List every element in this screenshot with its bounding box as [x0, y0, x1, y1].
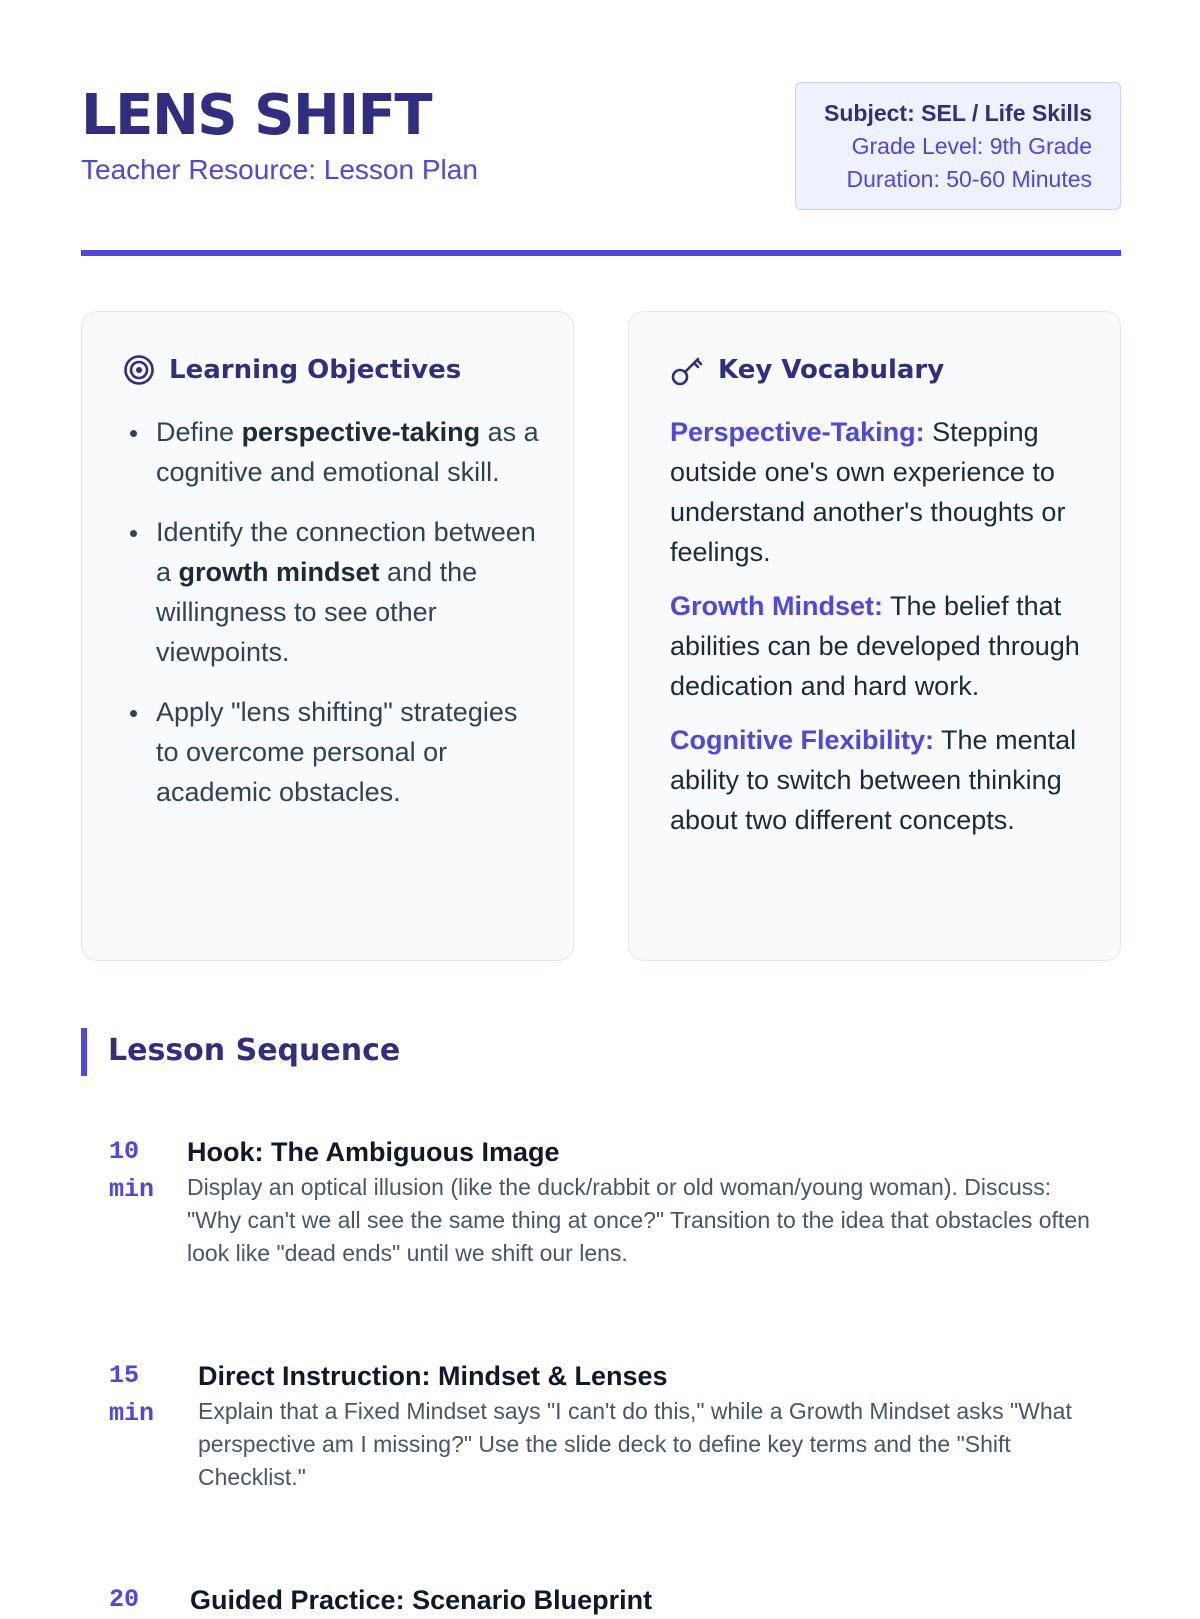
step-description: Display an optical illusion (like the duck/rabbit or old woman/young woman). Discuss: "Why can't we all see the same thing at once?" Transition to the idea that obstacles often look like "dead ends" until we shift our lens.	[187, 1174, 1090, 1266]
step-duration: 20	[109, 1585, 140, 1614]
step-title: Hook: The Ambiguous Image	[187, 1137, 560, 1167]
step-duration: 15 min	[109, 1361, 155, 1428]
meta-subject: Subject: SEL / Life Skills	[824, 100, 1092, 126]
objective-item: Apply "lens shifting" strategies to overcome personal or academic obstacles.	[124, 692, 544, 812]
objectives-card	[81, 311, 574, 961]
objectives-title: Learning Objectives	[169, 355, 462, 385]
step-title: Direct Instruction: Mindset & Lenses	[198, 1361, 668, 1391]
vocabulary-item	[670, 586, 1090, 706]
target-icon	[123, 354, 155, 386]
step-content	[187, 1133, 1107, 1270]
vocabulary-definition: The mental ability to switch between thinking about two different concepts.	[670, 725, 1077, 835]
vocabulary-item	[670, 412, 1090, 572]
vocabulary-term: Cognitive Flexibility:	[670, 725, 935, 755]
vocabulary-item	[670, 720, 1090, 840]
vocabulary-term: Perspective-Taking:	[670, 417, 925, 447]
objective-item: Identify the connection between a growth mindset and the willingness to see other viewpoints.	[124, 512, 544, 672]
vocabulary-term: Growth Mindset:	[670, 591, 883, 621]
step-content	[190, 1581, 1110, 1619]
objectives-list	[124, 412, 544, 832]
header	[81, 80, 1121, 258]
step-title: Guided Practice: Scenario Blueprint	[190, 1585, 653, 1615]
vocabulary-card	[628, 311, 1121, 961]
objectives-header	[123, 350, 461, 390]
vocabulary-definition: Stepping outside one's own experience to understand another's thoughts or feelings.	[670, 417, 1066, 567]
page-subtitle: Teacher Resource: Lesson Plan	[81, 154, 478, 185]
key-icon	[670, 353, 704, 387]
header-divider	[81, 250, 1121, 256]
step-content	[198, 1357, 1103, 1494]
vocabulary-definition: The belief that abilities can be developed through dedication and hard work.	[670, 591, 1080, 701]
vocabulary-list	[670, 412, 1090, 854]
vocabulary-header	[670, 350, 944, 390]
step-duration: 10 min	[109, 1137, 155, 1204]
section-accent-bar	[81, 1028, 87, 1076]
objective-item: Define perspective-taking as a cognitive and emotional skill.	[124, 412, 544, 492]
vocabulary-title: Key Vocabulary	[718, 355, 945, 385]
meta-duration: Duration: 50-60 Minutes	[846, 166, 1092, 192]
lesson-sequence-heading	[81, 1028, 681, 1076]
page-title: LENS SHIFT	[81, 83, 432, 148]
step-description: Explain that a Fixed Mindset says "I can't do this," while a Growth Mindset asks "What perspective am I missing?" Use the slide deck to define key terms and the "Shift Checklist."	[198, 1398, 1072, 1490]
meta-grade: Grade Level: 9th Grade	[851, 133, 1092, 159]
section-title: Lesson Sequence	[108, 1033, 401, 1068]
lesson-meta-box	[795, 82, 1121, 210]
